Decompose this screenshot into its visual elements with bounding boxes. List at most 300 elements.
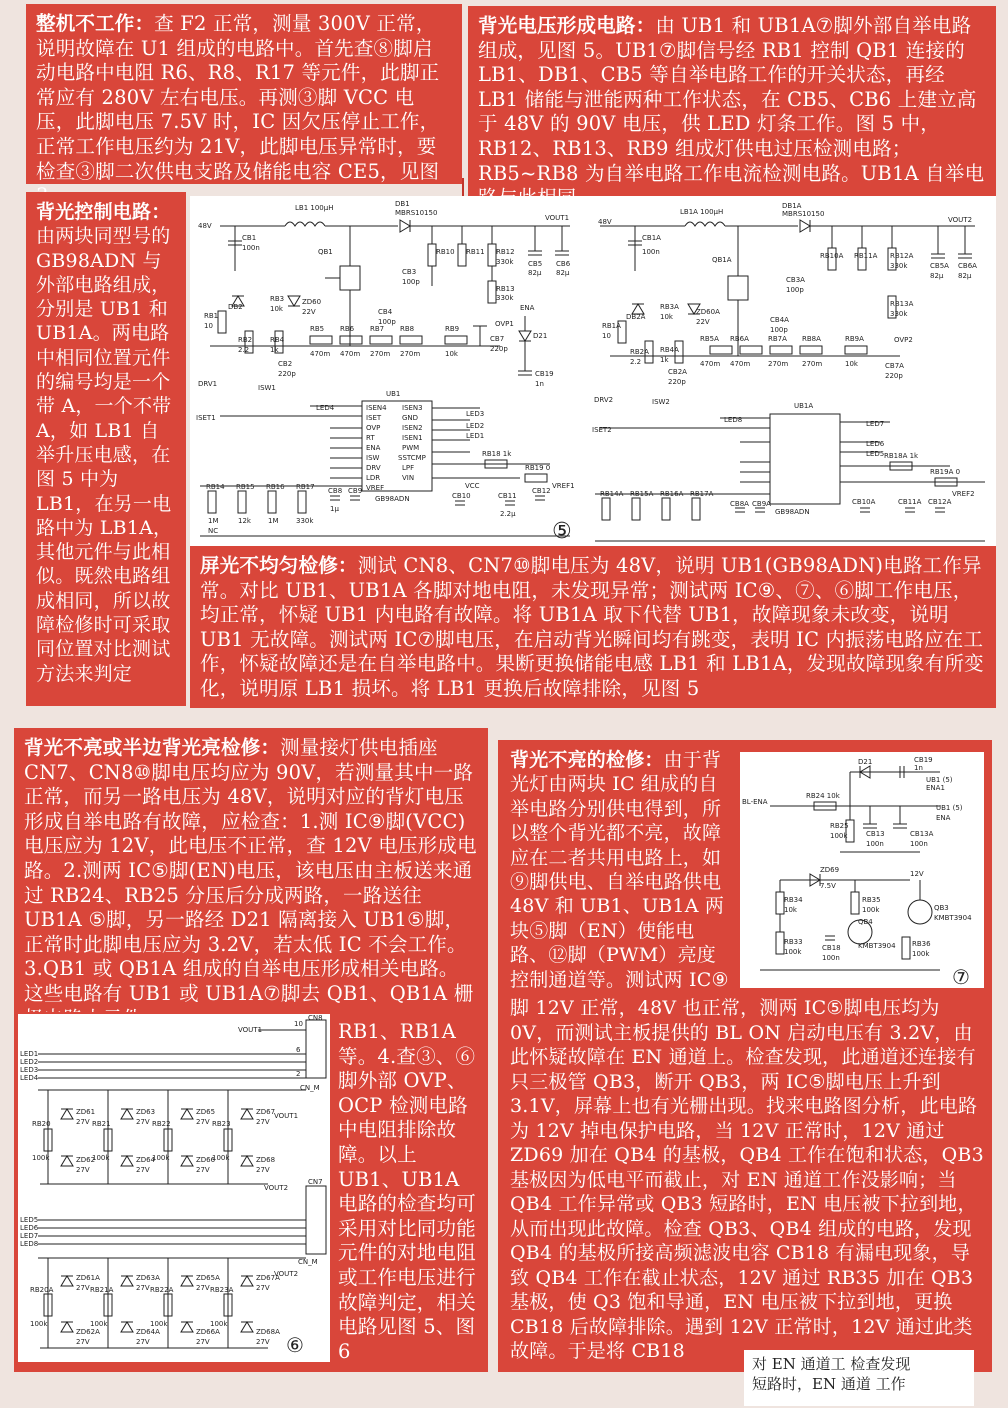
card-body-top: 由于背光灯由两块 IC 组成的自举电路分别供电得到，所以整个背光都不亮，故障应在二者共用电路上，如⑨脚供电、自举电路供电 48V 和 UB1、UB1A 两块⑤脚（EN）使能电路、⑫脚（PWM）亮度控制通道等。测试两 IC⑨ — [510, 749, 729, 991]
label: UB1A — [794, 402, 814, 410]
label: 2.2 — [238, 346, 250, 354]
label: CB11A — [898, 498, 922, 506]
label: DRV1 — [198, 380, 218, 388]
label: 100n — [910, 840, 928, 848]
label: RB20 — [32, 1120, 51, 1128]
label: CB13A — [910, 830, 934, 838]
label: ISEN2 — [402, 424, 423, 432]
figure-6-svg — [18, 1014, 330, 1362]
label: RB1 — [204, 312, 219, 320]
label: 220p — [668, 378, 686, 386]
label: LED1 — [20, 1050, 39, 1058]
label: RT — [366, 434, 375, 442]
label: 12k — [238, 517, 251, 525]
label: CB8A — [730, 500, 749, 508]
label: VOUT2 — [948, 216, 973, 224]
label: 2.2 — [630, 358, 642, 366]
label: NC — [208, 527, 219, 535]
label: CB4A — [770, 316, 789, 324]
label: LED2 — [20, 1058, 39, 1066]
label: CB8 — [328, 487, 343, 495]
label: CB2 — [278, 360, 293, 368]
label: 82μ — [930, 272, 944, 280]
label: 100k — [32, 1154, 50, 1162]
label: CB12 — [532, 487, 551, 495]
label: RB5 — [310, 325, 325, 333]
overlay-text — [744, 1350, 974, 1406]
card-heading: 背光电压形成电路： — [478, 14, 656, 37]
label: 10 — [204, 322, 213, 330]
label: UB1 — [386, 390, 401, 398]
label: QB3 — [934, 904, 949, 912]
label: CB12A — [928, 498, 952, 506]
label: RB34 — [784, 896, 803, 904]
label: RB12A — [890, 252, 914, 260]
label: 270m — [802, 360, 823, 368]
overlay-line-2: 短路时，EN 通道 工作 — [752, 1375, 906, 1393]
label: 330k — [496, 294, 514, 302]
label: 100k — [212, 1154, 230, 1162]
label: ZD69 — [820, 866, 840, 874]
label: RB3 — [270, 295, 285, 303]
label: ZD63A — [136, 1274, 160, 1282]
label: RB17A — [690, 490, 714, 498]
label: 100k — [30, 1320, 48, 1328]
label: CN8 — [308, 1014, 323, 1022]
figure-7-schematic — [740, 752, 984, 988]
label: CB18 — [822, 944, 841, 952]
card-heading: 背光不亮的检修： — [510, 749, 664, 771]
card-backlight-voltage — [468, 6, 996, 198]
label: LED2 — [466, 422, 485, 430]
label: RB22 — [152, 1120, 171, 1128]
label: D21 — [858, 758, 873, 766]
label: ZD67 — [256, 1108, 276, 1116]
label: QB4 — [858, 918, 873, 926]
label: 12V — [910, 870, 924, 878]
card-body: 测试 CN8、CN7⑩脚电压为 48V，说明 UB1(GB98ADN)电路工作异常。对比 UB1、UB1A 各脚对地电阻，未发现异常；测试两 IC⑨、⑦、⑥脚工作电压，均正常，怀疑 UB1 内电路有故障。将 UB1A 取下代替 UB1，故障现象未改变，说明 UB1 无故障。测试两 IC⑦脚电压，在启动背光瞬间均有跳变，表明 IC 内振荡电路应在工作，怀疑故障还是在自举电路中。果断更换储能电感 LB1 和 LB1A，发现故障现象有所变化，说明原 LB1 损坏。将 LB1 更换后故障排除，见图 5 — [200, 554, 984, 700]
label: ZD65A — [196, 1274, 220, 1282]
label: 1μ — [330, 505, 339, 513]
label: OVP — [366, 424, 381, 432]
label: ZD63 — [136, 1108, 156, 1116]
label: 100n — [242, 244, 260, 252]
label: RB11 — [466, 248, 485, 256]
label: OVP2 — [894, 336, 913, 344]
label: RB20A — [30, 1286, 54, 1294]
label: GND — [402, 414, 419, 422]
label: 220p — [490, 345, 508, 353]
label: 100n — [822, 954, 840, 962]
label: RB7 — [370, 325, 385, 333]
label: 22V — [302, 308, 316, 316]
label: 27V — [136, 1338, 150, 1346]
label: ZD66 — [196, 1156, 216, 1164]
label: 1M — [208, 517, 219, 525]
label: MBRS10150 — [782, 210, 825, 218]
label: 10 — [294, 1020, 303, 1028]
label: 100k — [862, 906, 880, 914]
label: ISEN4 — [366, 404, 387, 412]
label: 82μ — [528, 269, 542, 277]
figure-6-schematic — [18, 1014, 330, 1362]
label: RB15A — [630, 490, 654, 498]
label: RB10 — [436, 248, 455, 256]
label: 27V — [76, 1118, 90, 1126]
label: LED7 — [866, 420, 885, 428]
card-side-text: RB1、RB1A 等。4.查③、⑥脚外部 OVP、OCP 检测电路中电阻排除故障。以上 UB1、UB1A 电路的检查均可采用对比同功能元件的对地电阻或工作电压进行故障判定，相关电路见图 5、图 6 — [338, 1020, 476, 1363]
card-body: 由 UB1 和 UB1A⑦脚外部自举电路组成，见图 5。UB1⑦脚信号经 RB1 控制 QB1 连接的 LB1、DB1、CB5 等自举电路工作的开关状态，再经 LB1 储能与泄能两种工作状态，在 CB5、CB6 上建立高于 48V 的 90V 电压，供 LED 灯条工作。图 5 中，RB12、RB13、RB9 组成灯供电过压检测电路；RB5~RB8 为自举电路工作电流检测电路。UB1A 自举电 — [478, 14, 985, 185]
label: 1n — [914, 764, 923, 772]
label: 27V — [76, 1166, 90, 1174]
label: 27V — [196, 1118, 210, 1126]
label: DRV2 — [594, 396, 614, 404]
label: RB35 — [862, 896, 881, 904]
label: RB21A — [90, 1286, 114, 1294]
label: RB4 — [270, 336, 285, 344]
label: CB10 — [452, 492, 471, 500]
label: LED1 — [466, 432, 485, 440]
label: ISW2 — [652, 398, 670, 406]
label: UB1 (5) — [936, 804, 963, 812]
label: 270m — [768, 360, 789, 368]
label: RB36 — [912, 940, 931, 948]
label: 100k — [912, 950, 930, 958]
label: ZD60 — [302, 298, 322, 306]
label: RB7A — [768, 335, 787, 343]
card-no-backlight-top — [504, 744, 736, 996]
label: CB13 — [866, 830, 885, 838]
label: 10k — [660, 313, 673, 321]
label: 27V — [196, 1166, 210, 1174]
label: LPF — [402, 464, 415, 472]
figure-7-svg — [740, 752, 984, 988]
card-body: 查 F2 正常，测量 300V 正常，说明故障在 U1 组成的电路中。首先查⑧脚启动电路中电阻 R6、R8、R17 等元件，此脚正常应有 280V 左右电压。再测③脚 VCC 电压，此脚电压 7.5V 时，IC 因欠压停止工作，正常工作电压约为 21V，此脚电压异常时，要检查③脚二次供电支路及储能电容 CE5，见图 — [36, 12, 440, 183]
label: 330k — [296, 517, 314, 525]
label: LED8 — [724, 416, 743, 424]
label: 7.5V — [820, 882, 836, 890]
label: ENA1 — [926, 784, 945, 792]
label: 470m — [730, 360, 751, 368]
label: 1k — [270, 346, 279, 354]
label: 100k — [830, 832, 848, 840]
card-no-power — [26, 4, 462, 184]
label: ISET1 — [196, 414, 216, 422]
card-heading: 背光不亮或半边背光亮检修： — [24, 736, 281, 759]
label: ZD62 — [76, 1156, 96, 1164]
label: RB11A — [854, 252, 878, 260]
label: RB23 — [212, 1120, 231, 1128]
label: 10k — [270, 305, 283, 313]
label: RB6 — [340, 325, 355, 333]
label: CN_M — [298, 1258, 318, 1266]
label: RB15 — [236, 483, 255, 491]
label: LED6 — [866, 440, 885, 448]
label: ISW1 — [258, 384, 276, 392]
label: 27V — [256, 1118, 270, 1126]
label: VOUT1 — [545, 214, 570, 222]
label: 27V — [256, 1284, 270, 1292]
label: RB33 — [784, 938, 803, 946]
label: VCC — [465, 482, 480, 490]
label: RB3A — [660, 303, 679, 311]
card-no-backlight-body — [504, 996, 990, 1368]
label: 27V — [136, 1166, 150, 1174]
label: DB2A — [626, 313, 646, 321]
label: 1k — [660, 356, 669, 364]
label: ISET2 — [592, 426, 612, 434]
label: ISET — [366, 414, 382, 422]
label: VREF1 — [552, 482, 575, 490]
label: LED3 — [20, 1066, 39, 1074]
card-body: 脚 12V 正常，48V 也正常，测两 IC⑤脚电压均为 0V，而测试主板提供的 BL ON 启动电压有 3.2V，由此怀疑故障在 EN 通道上。检查发现，此通道还连接有只三极管 QB3，断开 QB3，两 IC⑤脚电压上升到 3.1V，屏幕上也有光栅出现。找来电路图分析，此电路为 12V 掉电保护电路，当 12V 正常时，12V 通过 ZD69 加在 QB4 的基极，QB4 工作在饱和状态，QB3 基极因为低电平而截止，对 EN 通道工作没影响；当 QB4 工作异常或 QB3 短路时，EN 电压被下拉到地，从而出现此故障。检查 QB3、QB4 组成的电路，发现 QB4 的基极所接高频滤波电容 CB18 有漏电现象，导致 QB4 工作在截止状态，12V 通过 RB35 加在 QB3 基极，使 Q3 饱和导通，EN 电压被下拉到地，更换 CB18 后故障排除。遇到 12V 正常时，12V 通过此类故障。于是将 CB18 — [510, 997, 984, 1362]
figure-number: ⑥ — [286, 1333, 304, 1357]
label: RB8 — [400, 325, 415, 333]
card-heading: 整机不工作： — [36, 12, 155, 35]
label: 10k — [445, 350, 458, 358]
label: 27V — [196, 1338, 210, 1346]
label: 27V — [196, 1284, 210, 1292]
label: VREF — [366, 484, 385, 492]
label: QB1 — [318, 248, 333, 256]
label: 100k — [152, 1154, 170, 1162]
label: 330k — [890, 310, 908, 318]
label: 100k — [784, 948, 802, 956]
label: ISEN3 — [402, 404, 423, 412]
label: 330k — [496, 258, 514, 266]
label: 27V — [76, 1338, 90, 1346]
label: CB19 — [535, 370, 554, 378]
label: 10 — [602, 332, 611, 340]
label: RB14A — [600, 490, 624, 498]
label: 220p — [278, 370, 296, 378]
figure-5-schematic — [190, 196, 996, 546]
label: ENA — [520, 304, 535, 312]
label: LED4 — [20, 1074, 39, 1082]
label: 1n — [535, 380, 544, 388]
label: VOUT1 — [274, 1112, 299, 1120]
label: LED8 — [20, 1240, 39, 1248]
label: CB4 — [378, 308, 393, 316]
label: RB16A — [660, 490, 684, 498]
label: LB1A 100μH — [680, 208, 724, 216]
label: RB22A — [150, 1286, 174, 1294]
label: 100p — [402, 278, 420, 286]
label: RB2 — [238, 336, 253, 344]
label: SSTCMP — [398, 454, 426, 462]
label: 6 — [296, 1046, 301, 1054]
card-backlight-control — [26, 192, 186, 706]
label: 100n — [642, 248, 660, 256]
label: RB18A 1k — [884, 452, 919, 460]
label: CB7A — [885, 362, 904, 370]
label: CB3 — [402, 268, 417, 276]
label: 10k — [845, 360, 858, 368]
label: RB9A — [845, 335, 864, 343]
card-half-backlight — [14, 728, 488, 1014]
card-uneven-screen — [190, 546, 996, 708]
label: KMBT3904 — [934, 914, 972, 922]
label: RB5A — [700, 335, 719, 343]
label: ZD61 — [76, 1108, 96, 1116]
label: 27V — [136, 1284, 150, 1292]
label: CB2A — [668, 368, 687, 376]
label: 1M — [268, 517, 279, 525]
label: GB98ADN — [375, 495, 410, 503]
label: CB5 — [528, 260, 543, 268]
label: 2.2μ — [500, 510, 516, 518]
label: 48V — [598, 218, 612, 226]
label: 10k — [784, 906, 797, 914]
figure-number: ⑦ — [952, 965, 970, 989]
label: VOUT2 — [264, 1184, 289, 1192]
label: RB13A — [890, 300, 914, 308]
label: 100k — [150, 1320, 168, 1328]
label: LED5 — [866, 450, 885, 458]
card-heading: 背光控制电路： — [36, 201, 171, 223]
label: ENA — [936, 814, 951, 822]
label: 27V — [136, 1118, 150, 1126]
label: RB19A 0 — [930, 468, 961, 476]
label: 100p — [378, 318, 396, 326]
label: CB9 — [348, 487, 363, 495]
label: ZD64A — [136, 1328, 160, 1336]
label: QB1A — [712, 256, 732, 264]
label: CB19 — [914, 756, 933, 764]
label: VOUT1 — [238, 1026, 263, 1034]
label: 27V — [76, 1284, 90, 1292]
label: CN_M — [300, 1084, 320, 1092]
label: LED3 — [466, 410, 485, 418]
label: RB8A — [802, 335, 821, 343]
label: 270m — [370, 350, 391, 358]
label: ZD67A — [256, 1274, 280, 1282]
label: ENA — [366, 444, 381, 452]
label: BL-ENA — [742, 798, 768, 806]
card-half-backlight-side — [332, 1016, 484, 1372]
label: 100p — [786, 286, 804, 294]
label: CB9A — [752, 500, 771, 508]
label: CB10A — [852, 498, 876, 506]
label: ZD62A — [76, 1328, 100, 1336]
label: ZD64 — [136, 1156, 156, 1164]
label: RB14 — [206, 483, 225, 491]
label: RB21 — [92, 1120, 111, 1128]
label: LB1 100μH — [295, 204, 334, 212]
label: 470m — [700, 360, 721, 368]
label: GB98ADN — [775, 508, 810, 516]
label: 48V — [198, 222, 212, 230]
label: ZD68 — [256, 1156, 276, 1164]
label: ISW — [366, 454, 380, 462]
label: RB13 — [496, 285, 515, 293]
label: RB17 — [296, 483, 315, 491]
label: CB3A — [786, 276, 805, 284]
label: RB23A — [210, 1286, 234, 1294]
label: 27V — [256, 1166, 270, 1174]
label: 220p — [885, 372, 903, 380]
label: RB1A — [602, 322, 621, 330]
label: CB1A — [642, 234, 661, 242]
label: DB1 — [395, 200, 410, 208]
label: 82μ — [958, 272, 972, 280]
label: 100n — [866, 840, 884, 848]
label: 82μ — [556, 269, 570, 277]
label: RB10A — [820, 252, 844, 260]
label: RB4A — [660, 346, 679, 354]
label: RB25 — [830, 822, 849, 830]
label: ZD66A — [196, 1328, 220, 1336]
label: OVP1 — [495, 320, 514, 328]
label: CN7 — [308, 1178, 323, 1186]
label: ZD65 — [196, 1108, 216, 1116]
label: ZD68A — [256, 1328, 280, 1336]
label: RB9 — [445, 325, 460, 333]
label: LDR — [366, 474, 381, 482]
label: DRV — [366, 464, 381, 472]
label: DB2 — [228, 303, 243, 311]
label: RB2A — [630, 348, 649, 356]
label: 22V — [696, 318, 710, 326]
label: LED6 — [20, 1224, 39, 1232]
label: ZD61A — [76, 1274, 100, 1282]
label: 100p — [770, 326, 788, 334]
label: RB18 1k — [482, 450, 512, 458]
label: VOUT2 — [274, 1270, 299, 1278]
label: 470m — [310, 350, 331, 358]
label: RB6A — [730, 335, 749, 343]
figure-5-svg — [190, 196, 996, 546]
label: 100k — [92, 1154, 110, 1162]
label: CB11 — [498, 492, 517, 500]
card-heading: 屏光不均匀检修： — [200, 554, 358, 577]
label: 27V — [256, 1338, 270, 1346]
label: VIN — [402, 474, 415, 482]
label: RB24 10k — [806, 792, 840, 800]
label: VREF2 — [952, 490, 975, 498]
label: LED4 — [316, 404, 335, 412]
label: 2 — [296, 1070, 301, 1078]
label: CB6A — [958, 262, 977, 270]
label: CB7 — [490, 335, 505, 343]
label: D21 — [533, 332, 548, 340]
label: 100k — [90, 1320, 108, 1328]
label: 330k — [890, 262, 908, 270]
label: 470m — [340, 350, 361, 358]
card-body: 由两块同型号的 GB98ADN 与外部电路组成，分别是 UB1 和 UB1A。两电路中相同位置元件的编号均是一个带 A，一个不带 A，如 LB1 自举升压电感，在图 5 中为 LB1，在另一电路中为 LB1A，其他元件与此相似。既然电路组成相同，所以故障检修时可采取同位置对比测试方法来判定 — [36, 225, 173, 685]
label: RB16 — [266, 483, 285, 491]
label: KMBT3904 — [858, 942, 896, 950]
label: RB12 — [496, 248, 515, 256]
label: CB5A — [930, 262, 949, 270]
label: CB1 — [242, 234, 257, 242]
label: ISEN1 — [402, 434, 423, 442]
label: CB6 — [556, 260, 571, 268]
label: LED7 — [20, 1232, 39, 1240]
label: 100k — [210, 1320, 228, 1328]
label: ZD60A — [696, 308, 720, 316]
label: LED5 — [20, 1216, 39, 1224]
figure-number: ⑤ — [552, 519, 572, 544]
label: DB1A — [782, 202, 802, 210]
label: MBRS10150 — [395, 209, 438, 217]
label: PWM — [402, 444, 420, 452]
label: UB1 (5) — [926, 776, 953, 784]
label: 270m — [400, 350, 421, 358]
label: RB19 0 — [525, 464, 551, 472]
overlay-line-1: 对 EN 通道工 检查发现 — [752, 1355, 911, 1373]
card-body: 测量接灯供电插座 CN7、CN8⑩脚电压均应为 90V，若测量其中一路正常，而另一路电压为 48V，说明对应的背灯电压形成自举电路有故障，应检查：1.测 IC⑨脚(VCC)电压应为 12V，此电压不正常，查 12V 电压形成电路。2.测两 IC⑤脚(EN)电压，该电压由主板送来通过 RB24、RB25 分压后分成两路，一路送往 UB1A ⑤脚，另一路经 D21 隔离接入 UB1⑤脚，正常时此脚电压应为 3.2V，若太低 IC 不会工作。3.QB1 或 QB1A 组成的自举电压形成相关电路。这些电路有 UB1 或 UB1A⑦脚去 QB1、QB1A 栅 — [24, 736, 477, 1005]
